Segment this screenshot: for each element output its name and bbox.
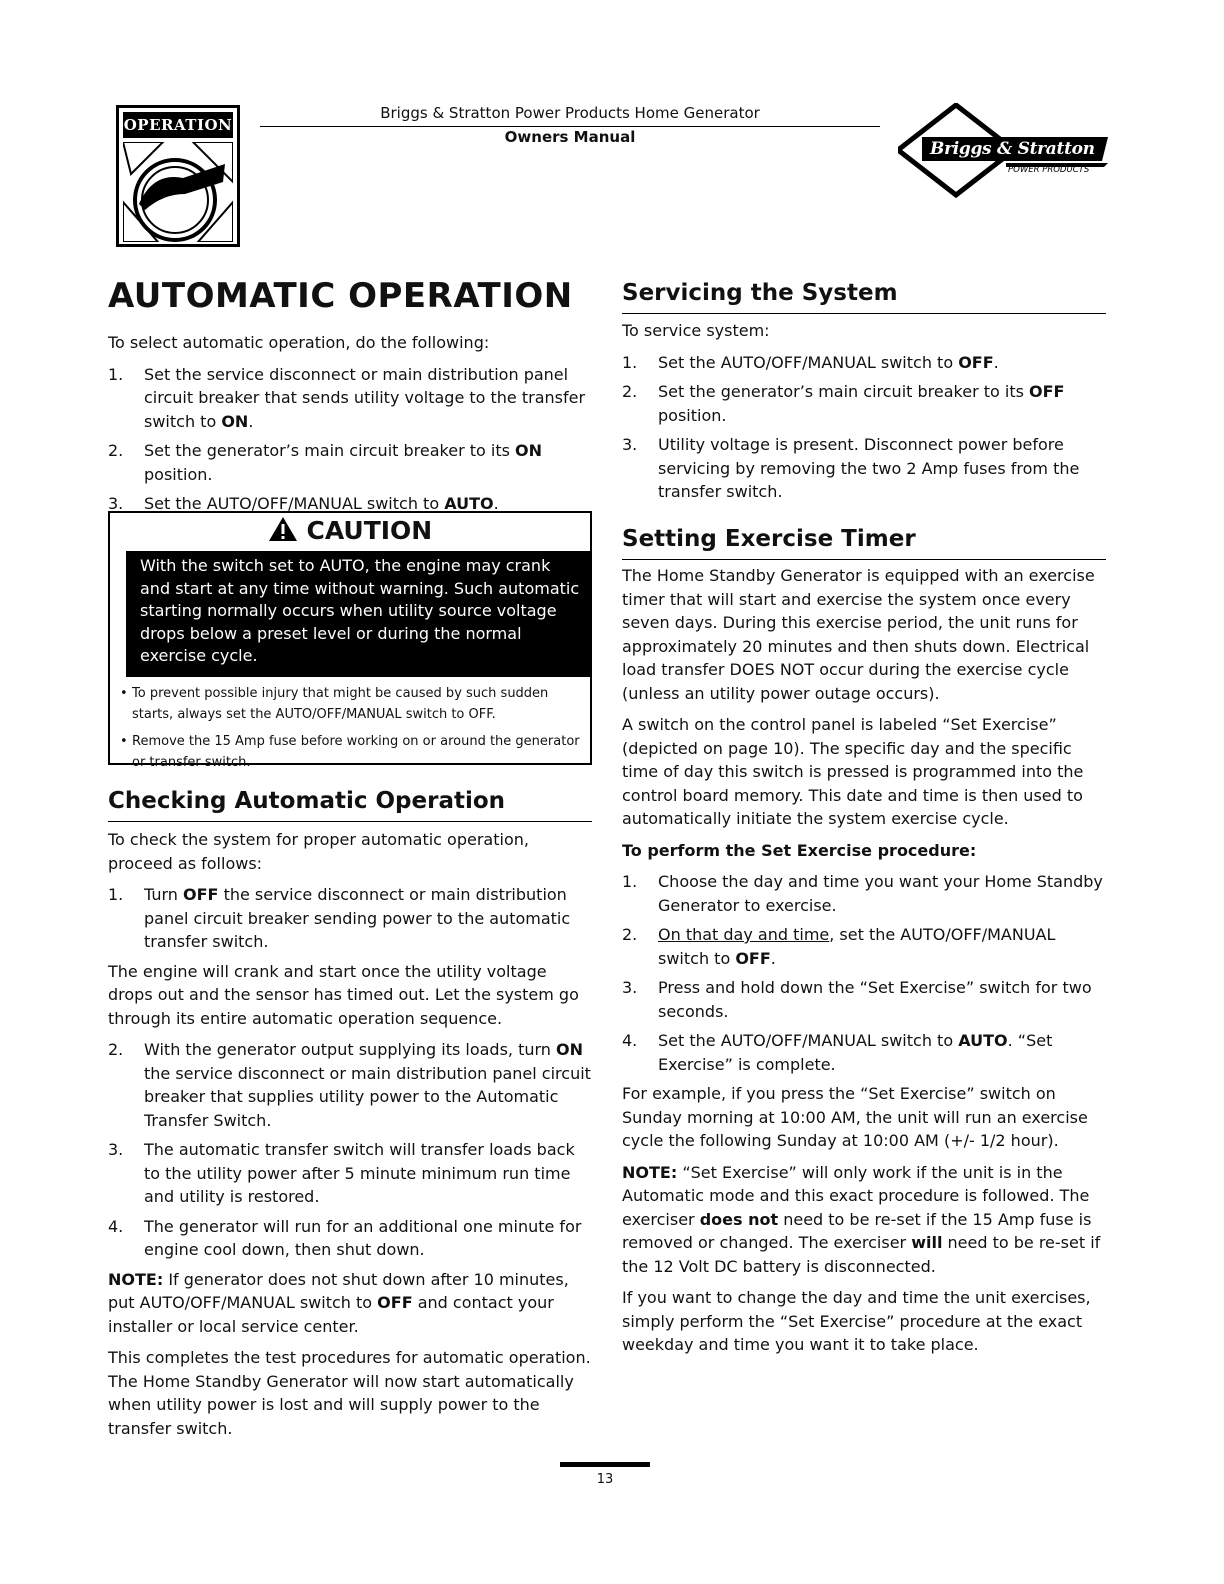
note-bold: does not [699, 1209, 779, 1229]
checking-closing: This completes the test procedures for automatic operation. The Home Standby Generator will now start automatically when utility power is lost and will supply power to the transfer switch. [108, 1348, 591, 1438]
step-number: 3. [108, 1140, 124, 1159]
checking-step [108, 1038, 592, 1132]
caution-bullets [116, 683, 586, 779]
operation-badge [116, 105, 240, 247]
step-bold: OFF [958, 352, 994, 372]
step-number: 3. [622, 978, 638, 997]
step-number: 2. [622, 382, 638, 401]
exercise-example: For example, if you press the “Set Exercise” switch on Sunday morning at 10:00 AM, the unit will run an exercise cycle the following Sunday at 10:00 AM (+/- 1/2 hour). [622, 1084, 1088, 1150]
briggs-stratton-logo [898, 103, 1113, 198]
step-text: . [493, 494, 499, 513]
page-title: AUTOMATIC OPERATION [108, 276, 573, 316]
step-text: position. [658, 405, 727, 425]
exercise-heading: Setting Exercise Timer [622, 526, 916, 552]
step-text: . [248, 411, 254, 431]
step-bold: OFF [1029, 382, 1065, 401]
warning-icon [268, 516, 298, 542]
auto-intro: To select automatic operation, do the following: [108, 333, 490, 352]
page-number: 13 [596, 1472, 614, 1487]
step-bold: ON [556, 1040, 584, 1059]
step-text: The automatic transfer switch will transfer loads back to the utility power after 5 minute minimum run time and utility is restored. [144, 1140, 575, 1206]
servicing-step [622, 351, 1106, 375]
checking-steps-b [108, 1038, 592, 1262]
step-text: . “Set Exercise” is complete. [658, 1031, 1053, 1074]
note-label: NOTE: [622, 1162, 678, 1182]
step-number: 2. [108, 1040, 124, 1059]
servicing-step [622, 433, 1106, 504]
exercise-step [622, 870, 1106, 917]
caution-bullet: • Remove the 15 Amp fuse before working on or around the generator or transfer switch. [116, 731, 586, 773]
caution-box [108, 511, 592, 770]
note-text: If generator does not shut down after 10 minutes, put AUTO/OFF/MANUAL switch to [108, 1269, 569, 1312]
step-text: Set the generator’s main circuit breaker to its [144, 441, 516, 460]
servicing-section [622, 319, 1106, 510]
step-text: . [993, 352, 999, 372]
checking-heading: Checking Automatic Operation [108, 788, 506, 814]
servicing-intro: To service system: [622, 321, 770, 340]
checking-section [108, 828, 592, 1448]
step-text: Set the service disconnect or main distribution panel circuit breaker that sends utility voltage to the transfer switch to [144, 364, 586, 431]
servicing-heading: Servicing the System [622, 280, 898, 306]
exercise-step [622, 923, 1106, 970]
exercise-step [622, 1029, 1106, 1076]
checking-intro: To check the system for proper automatic operation, proceed as follows: [108, 830, 529, 873]
header-rule [260, 126, 880, 127]
checking-step [108, 1215, 592, 1262]
auto-step [108, 439, 592, 486]
step-bold: OFF [735, 948, 771, 968]
exercise-note [622, 1161, 1106, 1279]
operation-badge-label: OPERATION [123, 112, 233, 138]
exercise-procedure-heading: To perform the Set Exercise procedure: [622, 840, 977, 860]
note-bold: will [911, 1233, 943, 1252]
step-number: 3. [622, 435, 638, 454]
automatic-intro-section [108, 331, 592, 522]
step-text: . [770, 948, 776, 968]
checking-rule [108, 821, 592, 822]
step-number: 2. [108, 441, 124, 460]
step-number: 1. [108, 364, 124, 384]
step-text: position. [144, 464, 213, 484]
step-text: Set the AUTO/OFF/MANUAL switch to [144, 494, 445, 513]
checking-step [108, 883, 592, 954]
auto-steps [108, 363, 592, 516]
step-text: Set the AUTO/OFF/MANUAL switch to [658, 352, 959, 372]
step-underlined: On that day and time [658, 925, 830, 944]
step-bold: ON [515, 441, 543, 460]
step-bold: ON [221, 411, 249, 431]
step-bold: AUTO [958, 1031, 1008, 1050]
note-text: need to be re-set if the 15 Amp fuse is removed or changed. The exerciser [622, 1209, 1092, 1252]
step-number: 1. [622, 352, 638, 372]
exercise-para-1: The Home Standby Generator is equipped with an exercise timer that will start and exercise the system once every seven days. During this exercise period, the unit runs for approximately 20 minutes and then shuts down. Electrical load transfer DOES NOT occur during the exercise cycle (unless an utility power outage occurs). [622, 566, 1095, 703]
operation-switch-icon [123, 142, 233, 240]
exercise-para-2: A switch on the control panel is labeled “Set Exercise” (depicted on page 10). The specific day and the specific time of day this switch is pressed is programmed into the control board memory. This date and time is then used to automatically initiate the system exercise cycle. [622, 715, 1084, 828]
step-text: Set the generator’s main circuit breaker to its [658, 382, 1030, 401]
checking-mid-paragraph: The engine will crank and start once the utility voltage drops out and the sensor has timed out. Let the system go through its entire automatic operation sequence. [108, 961, 579, 1028]
checking-note [108, 1268, 592, 1339]
step-text: the service disconnect or main distribution panel circuit breaker sending power to the automatic transfer switch. [144, 885, 571, 951]
caution-warning-text: With the switch set to AUTO, the engine may crank and start at any time without warning. Such automatic starting normally occurs when utility source voltage drops below a preset level or during the normal exercise cycle. [126, 551, 590, 677]
caution-label: CAUTION [306, 516, 433, 545]
step-text: With the generator output supplying its loads, turn [144, 1040, 557, 1059]
note-label: NOTE: [108, 1269, 164, 1289]
exercise-final: If you want to change the day and time the unit exercises, simply perform the “Set Exercise” procedure at the exact weekday and time you want it to take place. [622, 1288, 1091, 1354]
auto-step [108, 363, 592, 434]
step-bold: AUTO [444, 494, 494, 513]
step-number: 4. [108, 1216, 124, 1236]
servicing-rule [622, 313, 1106, 314]
step-bold: OFF [183, 885, 219, 904]
step-text: , set the AUTO/OFF/MANUAL switch to [658, 925, 1056, 968]
exercise-steps [622, 870, 1106, 1076]
step-text: Set the AUTO/OFF/MANUAL switch to [658, 1031, 959, 1050]
step-number: 1. [622, 872, 638, 891]
servicing-step [622, 380, 1106, 427]
caution-heading [110, 513, 590, 549]
note-text: “Set Exercise” will only work if the unit is in the Automatic mode and this exact procedure is followed. The exerciser [622, 1162, 1090, 1229]
logo-brand: Briggs & Stratton [930, 139, 1095, 159]
note-text: need to be re-set if the 12 Volt DC battery is disconnected. [622, 1233, 1101, 1276]
step-text: Utility voltage is present. Disconnect power before servicing by removing the two 2 Amp fuses from the transfer switch. [658, 435, 1080, 501]
step-number: 4. [622, 1031, 638, 1050]
step-text: Press and hold down the “Set Exercise” switch for two seconds. [658, 978, 1092, 1021]
logo-subtitle: POWER PRODUCTS [1008, 165, 1090, 175]
checking-step [108, 1138, 592, 1209]
step-text: The generator will run for an additional one minute for engine cool down, then shut down. [144, 1216, 582, 1259]
step-text: Turn [144, 885, 184, 904]
note-bold: OFF [377, 1293, 413, 1312]
step-number: 3. [108, 494, 124, 513]
page-number-bar [560, 1462, 650, 1467]
manual-subtitle: Owners Manual [504, 128, 636, 146]
step-number: 2. [622, 925, 638, 944]
exercise-section [622, 564, 1106, 1365]
step-text: Choose the day and time you want your Home Standby Generator to exercise. [658, 872, 1103, 915]
checking-steps-a [108, 883, 592, 954]
note-text: and contact your installer or local service center. [108, 1293, 554, 1336]
caution-bullet: • To prevent possible injury that might be caused by such sudden starts, always set the AUTO/OFF/MANUAL switch to OFF. [116, 683, 586, 725]
step-number: 1. [108, 885, 124, 904]
step-text: the service disconnect or main distribution panel circuit breaker that supplies utility power to the Automatic Transfer Switch. [144, 1063, 591, 1130]
servicing-steps [622, 351, 1106, 504]
exercise-rule [622, 559, 1106, 560]
exercise-step [622, 976, 1106, 1023]
manual-title: Briggs & Stratton Power Products Home Generator [380, 104, 760, 122]
